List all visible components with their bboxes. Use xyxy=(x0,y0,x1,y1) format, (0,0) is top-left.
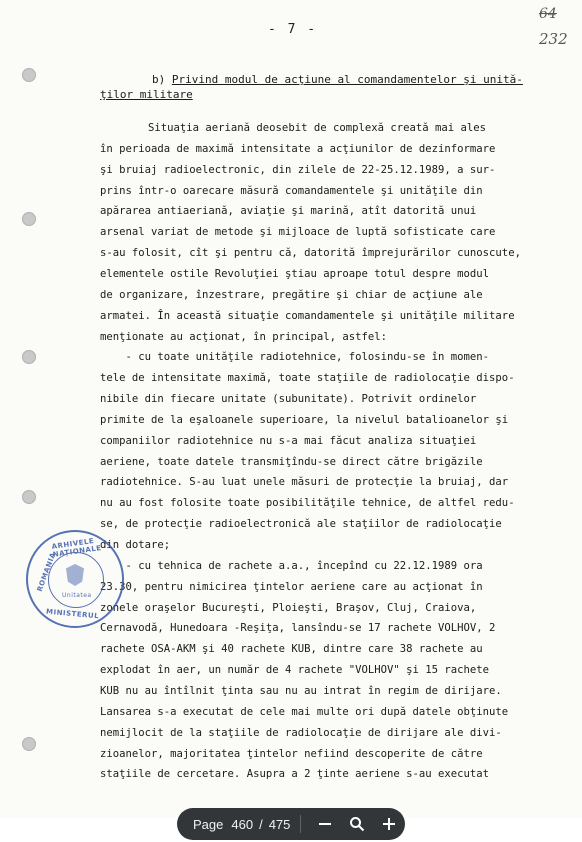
zoom-out-button[interactable] xyxy=(314,813,336,835)
heading-line-1: Privind modul de acţiune al comandamentelor şi unită- xyxy=(171,73,523,86)
text-line: aeriene, toate datele transmiţîndu-se direct către brigăzile xyxy=(100,455,483,468)
page-number: - 7 - xyxy=(268,22,318,37)
stamp-top-text: ARHIVELE NAȚIONALE xyxy=(51,537,103,559)
total-pages: 475 xyxy=(268,816,291,832)
zoom-in-button[interactable] xyxy=(378,813,400,835)
text-line: nemijlocit de la staţiile de radiolocaţie de dirijare ale divi- xyxy=(100,726,502,739)
heading-line-2: ţilor militare xyxy=(100,88,193,101)
pdf-viewer-toolbar xyxy=(177,808,405,840)
text-line: staţiile de cercetare. Asupra a 2 ţinte aeriene s-au executat xyxy=(100,768,490,781)
text-line: tele de intensitate maximă, toate staţiile de radiolocaţie dispo- xyxy=(100,372,515,385)
punch-hole xyxy=(22,350,36,364)
text-line: Cernavodă, Hunedoara -Reşiţa, lansîndu-se 17 rachete VOLHOV, 2 xyxy=(100,622,496,635)
minus-icon xyxy=(318,817,332,831)
heading-prefix: b) xyxy=(152,73,172,86)
text-line: de organizare, înzestrare, pregătire şi chiar de acţiune ale xyxy=(100,288,483,301)
text-line: prins într-o oarecare măsură comandamentele şi unităţile din xyxy=(100,184,483,197)
text-line: KUB nu au întîlnit ţinta sau nu au intrat în regim de dirijare. xyxy=(100,684,502,697)
punch-hole xyxy=(22,737,36,751)
handwritten-annotation-bottom: 232 xyxy=(539,30,568,48)
text-line: s-au folosit, cît şi pentru că, datorită împrejurărilor cunoscute, xyxy=(100,247,521,260)
plus-icon xyxy=(382,817,396,831)
archive-stamp xyxy=(26,530,124,628)
text-line: armatei. În această situaţie comandamentele şi unităţile militare xyxy=(100,309,515,322)
text-line: rachete OSA-AKM şi 40 rachete KUB, dintre care 38 rachete au xyxy=(100,643,483,656)
text-line: companiilor radiotehnice nu s-a mai făcut analiza situaţiei xyxy=(100,434,477,447)
text-line: zonele oraşelor Bucureşti, Ploieşti, Braşov, Cluj, Craiova, xyxy=(100,601,477,614)
punch-hole xyxy=(22,490,36,504)
text-line: din dotare; xyxy=(100,539,171,551)
stamp-left-text: ROMANIA xyxy=(35,551,58,593)
text-line: arsenal variat de metode şi mijloace de luptă sofisticate care xyxy=(100,226,496,239)
stamp-bottom-text: MINISTERUL xyxy=(45,607,100,621)
text-line: se, de protecţie radioelectronică ale staţiilor de radiolocaţie xyxy=(100,518,502,531)
text-line: menţionate au acţionat, în principal, astfel: xyxy=(100,330,388,343)
punch-hole xyxy=(22,68,36,82)
text-line: Situaţia aeriană deosebit de complexă creată mai ales xyxy=(148,122,487,134)
current-page-input[interactable]: 460 xyxy=(231,816,254,832)
page-label: Page xyxy=(193,816,224,832)
text-line: şi bruiaj radioelectronic, din zilele de 22-25.12.1989, a sur- xyxy=(100,163,496,176)
text-line: apărarea antiaeriană, aviaţie şi marină, atît datorită unui xyxy=(100,205,477,218)
text-line: în perioada de maximă intensitate a acţiunilor de dezinformare xyxy=(100,142,496,155)
punch-hole xyxy=(22,212,36,226)
text-line: elementele ostile Revoluţiei ştiau aproape totul despre modul xyxy=(100,267,490,280)
magnifier-icon xyxy=(349,816,365,832)
text-line: - cu toate unităţile radiotehnice, folosindu-se în momen- xyxy=(100,351,490,364)
section-heading xyxy=(152,70,523,90)
toolbar-divider xyxy=(300,815,301,833)
text-line: primite de la eşaloanele superioare, la nivelul batalioanelor şi xyxy=(100,413,509,426)
text-line: radiotehnice. S-au luat unele măsuri de protecţie la bruiaj, dar xyxy=(100,476,509,489)
text-line: Lansarea s-a executat de cele mai multe ori după datele obţinute xyxy=(100,705,509,718)
text-line: explodat în aer, un număr de 4 rachete "VOLHOV" şi 15 rachete xyxy=(100,664,490,677)
handwritten-annotation-top: 64 xyxy=(539,6,557,22)
text-line: zioanelor, majoritatea ţintelor nefiind descoperite de către xyxy=(100,747,483,760)
text-line: 23.30, pentru nimicirea ţintelor aeriene care au acţionat în xyxy=(100,580,483,593)
stamp-middle-text: Unitatea xyxy=(62,592,92,599)
text-line: - cu tehnica de rachete a.a., începînd cu 22.12.1989 ora xyxy=(100,559,483,572)
page-separator: / xyxy=(259,816,263,832)
zoom-button[interactable] xyxy=(346,813,368,835)
text-line: nibile din fiecare unitate (subunitate). Potrivit ordinelor xyxy=(100,393,477,406)
text-line: nu au fost folosite toate posibilităţile tehnice, de altfel redu- xyxy=(100,497,515,510)
